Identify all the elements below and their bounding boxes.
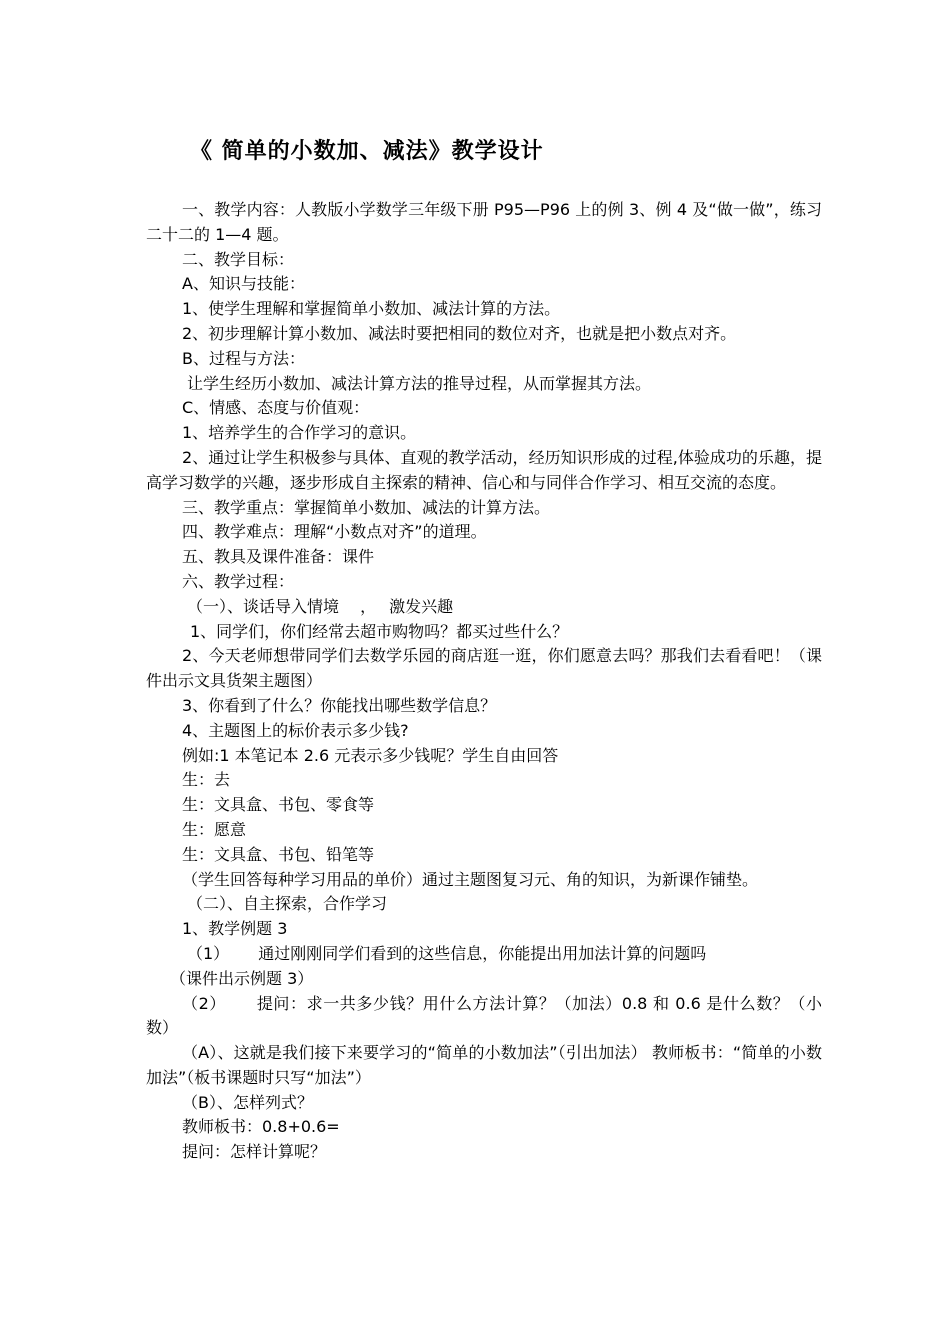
paragraph-review-note: （学生回答每种学习用品的单价）通过主题图复习元、角的知识，为新课作铺垫。 xyxy=(182,869,759,889)
paragraph-section-1-heading: （一）、谈话导入情境 ， 激发兴趣 xyxy=(187,596,454,616)
paragraph-example: 例如:1 本笔记本 2.6 元表示多少钱呢？学生自由回答 xyxy=(182,745,559,765)
paragraph-difficulty: 四、教学难点：理解“小数点对齐”的道理。 xyxy=(182,522,487,542)
paragraph-step-a: （A）、这就是我们接下来要学习的“简单的小数加法”（引出加法） 教师板书：“简单的小数加法”（板书课题时只写“加法”） xyxy=(146,1043,822,1087)
paragraph-process-heading: 六、教学过程： xyxy=(182,571,295,591)
paragraph-knowledge-item-1: 1、使学生理解和掌握简单小数加、减法计算的方法。 xyxy=(182,299,561,319)
paragraph-final-question: 提问：怎样计算呢？ xyxy=(182,1142,327,1162)
paragraph-process-method-heading: B、过程与方法： xyxy=(182,348,305,368)
paragraph-student-answer-2: 生：文具盒、书包、零食等 xyxy=(182,795,375,815)
paragraph-teaching-content: 一、教学内容：人教版小学数学三年级下册 P95—P96 上的例 3、例 4 及“做一做”，练习二十二的 1—4 题。 xyxy=(146,200,822,244)
paragraph-student-answer-1: 生：去 xyxy=(182,770,231,790)
paragraph-emotion-heading: C、情感、态度与价值观： xyxy=(182,398,370,418)
paragraph-process-method-text: 让学生经历小数加、减法计算方法的推导过程，从而掌握其方法。 xyxy=(187,373,652,393)
paragraph-question-1-note: （课件出示例题 3） xyxy=(170,968,314,988)
paragraph-step-2: 2、今天老师想带同学们去数学乐园的商店逛一逛，你们愿意去吗？那我们去看看吧！（课件出示文具货架主题图） xyxy=(146,646,822,691)
paragraph-step-1: 1、同学们，你们经常去超市购物吗？都买过些什么？ xyxy=(190,621,569,641)
paragraph-question-1: （1） 通过刚刚同学们看到的这些信息，你能提出用加法计算的问题吗 xyxy=(187,943,707,963)
document-title: 《 简单的小数加、减法》教学设计 xyxy=(190,139,544,164)
paragraph-knowledge-skills-heading: A、知识与技能： xyxy=(182,274,305,294)
paragraph-step-b: （B）、怎样列式？ xyxy=(182,1092,313,1112)
paragraph-question-2: （2） 提问：求一共多少钱？用什么方法计算？（加法）0.8 和 0.6 是什么数？（小数） xyxy=(146,993,822,1038)
paragraph-materials: 五、教具及课件准备：课件 xyxy=(182,547,375,567)
paragraph-board-writing: 教师板书：0.8+0.6= xyxy=(182,1117,340,1137)
paragraph-student-answer-3: 生：愿意 xyxy=(182,819,247,839)
document-body xyxy=(146,198,822,1165)
paragraph-knowledge-item-2: 2、初步理解计算小数加、减法时要把相同的数位对齐，也就是把小数点对齐。 xyxy=(182,323,737,343)
paragraph-section-2-heading: （二）、自主探索，合作学习 xyxy=(187,894,388,914)
paragraph-teaching-goals-heading: 二、教学目标： xyxy=(182,249,295,269)
paragraph-step-3: 3、你看到了什么？你能找出哪些数学信息？ xyxy=(182,695,497,715)
paragraph-emotion-item-2: 2、通过让学生积极参与具体、直观的教学活动，经历知识形成的过程,体验成功的乐趣，提高学习数学的兴趣，逐步形成自主探索的精神、信心和与同伴合作学习、相互交流的态度。 xyxy=(146,447,822,492)
paragraph-example-3-heading: 1、教学例题 3 xyxy=(182,919,288,939)
paragraph-key-point: 三、教学重点：掌握简单小数加、减法的计算方法。 xyxy=(182,497,551,517)
paragraph-emotion-item-1: 1、培养学生的合作学习的意识。 xyxy=(182,423,417,443)
paragraph-student-answer-4: 生：文具盒、书包、铅笔等 xyxy=(182,844,375,864)
paragraph-step-4: 4、主题图上的标价表示多少钱? xyxy=(182,720,409,740)
